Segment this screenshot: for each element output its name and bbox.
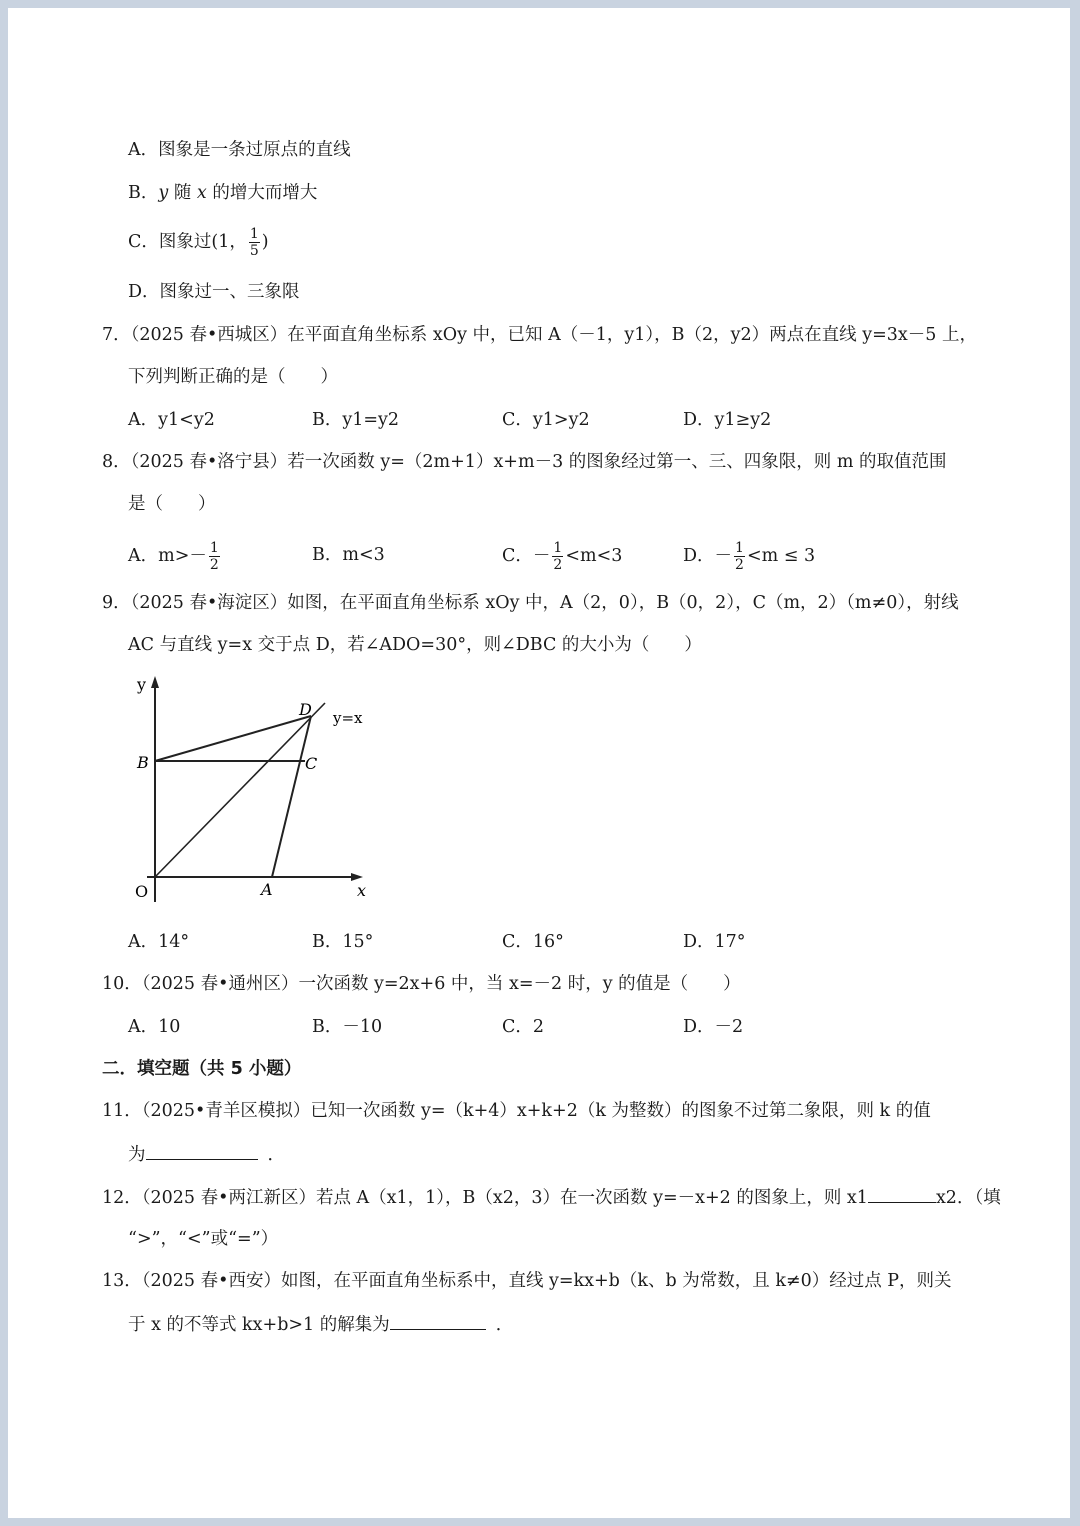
point-a-label: A [261,880,273,899]
q9-stem-line2: AC 与直线 y=x 交于点 D，若∠ADO=30°，则∠DBC 的大小为（ ） [128,635,702,655]
q10-option-b: B．－10 [312,1017,383,1037]
q10-option-d: D．－2 [683,1017,744,1037]
q10-option-a: A．10 [128,1017,181,1037]
q13-stem-line2: 于 x 的不等式 kx+b>1 的解集为 ． [128,1311,513,1338]
q7-stem-line1: 7．（2025 春•西城区）在平面直角坐标系 xOy 中，已知 A（－1，y1），B（2，y2）两点在直线 y=3x－5 上， [102,325,977,345]
q8-option-b: B．m<3 [312,545,385,565]
q6-option-a: A．图象是一条过原点的直线 [128,140,351,160]
q7-option-a: A．y1<y2 [128,410,215,430]
point-o-label: O [135,882,149,901]
fraction: $\frac{1}{2}$ [553,540,563,573]
q8-option-c: C．－ $\frac{1}{2}$ <m<3 [502,540,623,573]
q7-option-d: D．y1≥y2 [683,410,772,430]
segment-bd [155,716,311,761]
q8-option-a: A．m>－ $\frac{1}{2}$ [128,540,219,573]
q8-option-d: D．－ $\frac{1}{2}$ <m ≤ 3 [683,540,816,573]
q6-option-c: C．图象过(1， $\frac{1}{5}$ ) [128,226,269,259]
answer-blank[interactable] [868,1184,936,1203]
answer-blank[interactable] [146,1141,258,1160]
q12-stem-line2: “>”，“<”或“=”） [128,1229,279,1249]
section-heading: 二．填空题（共 5 小题） [102,1059,302,1079]
q6-option-b: B．y 随 x 的增大而增大 [128,183,318,203]
line-y-equals-x [155,703,325,877]
answer-blank[interactable] [390,1311,486,1330]
q9-stem-line1: 9．（2025 春•海淀区）如图，在平面直角坐标系 xOy 中，A（2，0），B（0，2），C（m，2）（m≠0），射线 [102,593,959,613]
point-d-label: D [299,700,312,719]
line-label: y=x [333,709,363,727]
fraction: $\frac{1}{5}$ [249,226,259,259]
ray-ac [272,716,311,877]
y-axis-label: y [137,675,147,694]
q12-stem-line1: 12．（2025 春•两江新区）若点 A（x1，1），B（x2，3）在一次函数 y=－x+2 的图象上，则 x1 x2．（填 [102,1184,1001,1211]
q9-figure [125,670,385,910]
q9-option-c: C．16° [502,932,564,952]
q9-option-b: B．15° [312,932,374,952]
point-b-label: B [137,753,149,772]
x-axis-arrow [351,873,363,881]
q9-option-a: A．14° [128,932,190,952]
fraction: $\frac{1}{2}$ [735,540,744,573]
q9-option-d: D．17° [683,932,746,952]
q7-stem-line2: 下列判断正确的是（ ） [128,367,338,387]
q8-stem-line1: 8．（2025 春•洛宁县）若一次函数 y=（2m+1）x+m－3 的图象经过第一、三、四象限，则 m 的取值范围 [102,452,947,472]
q8-stem-line2: 是（ ） [128,494,216,514]
point-c-label: C [305,754,318,773]
q7-option-b: B．y1=y2 [312,410,400,430]
y-axis-arrow [151,676,159,688]
q11-stem-line2: 为 ． [128,1141,285,1168]
q10-option-c: C．2 [502,1017,545,1037]
q10-stem: 10．（2025 春•通州区）一次函数 y=2x+6 中，当 x=－2 时，y 的值是（ ） [102,974,741,994]
q7-option-c: C．y1>y2 [502,410,590,430]
fraction: $\frac{1}{2}$ [209,540,219,573]
q11-stem-line1: 11．（2025•青羊区模拟）已知一次函数 y=（k+4）x+k+2（k 为整数）的图象不过第二象限，则 k 的值 [102,1101,931,1121]
x-axis-label: x [357,881,367,900]
q13-stem-line1: 13．（2025 春•西安）如图，在平面直角坐标系中，直线 y=kx+b（k、b 为常数，且 k≠0）经过点 P，则关 [102,1271,952,1291]
q6-option-d: D．图象过一、三象限 [128,282,300,302]
